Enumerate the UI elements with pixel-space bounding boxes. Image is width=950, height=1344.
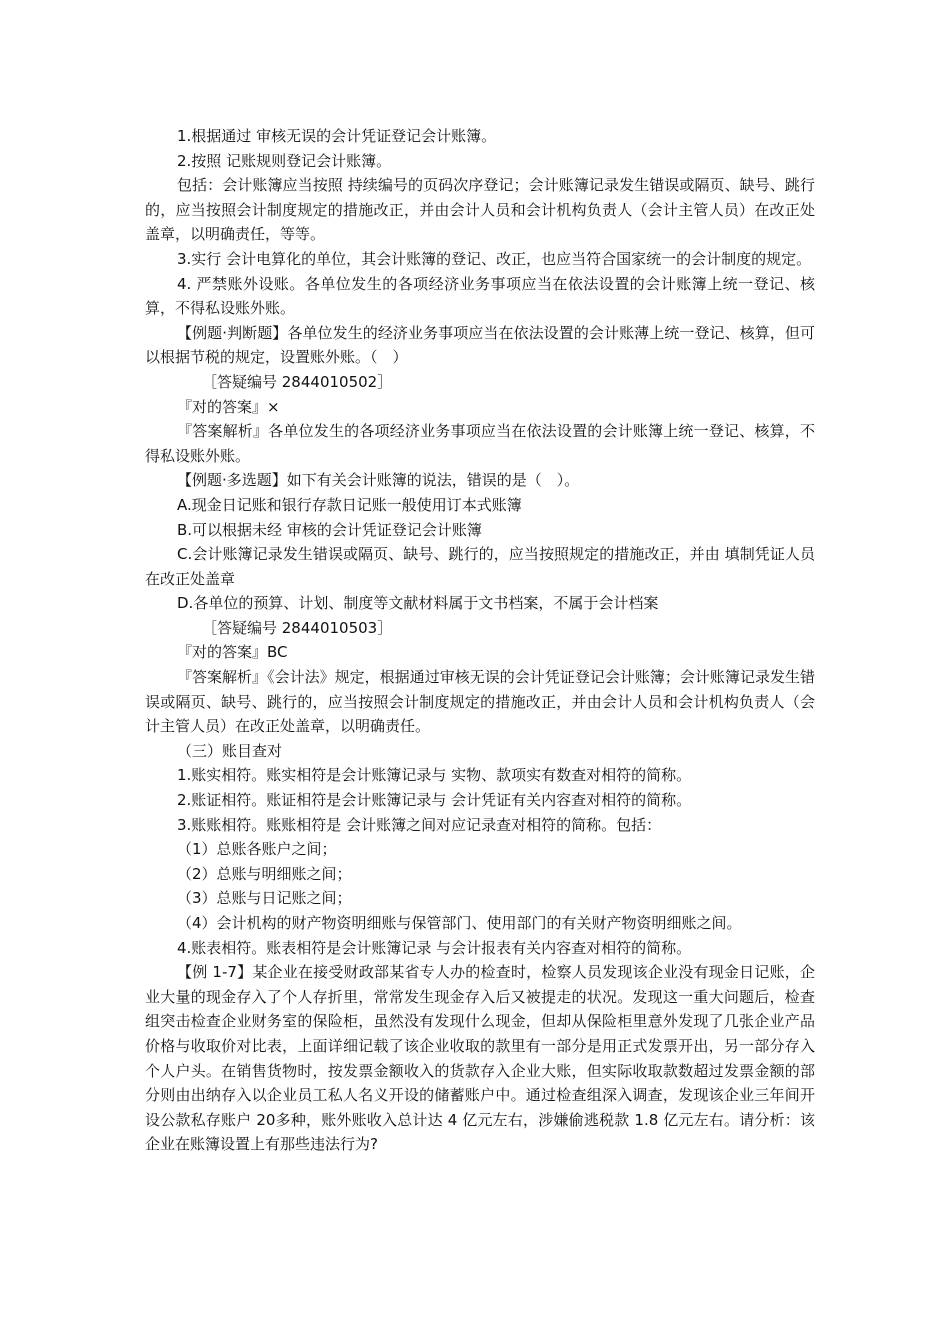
option-d: D.各单位的预算、计划、制度等文献材料属于文书档案，不属于会计档案	[177, 594, 659, 613]
section-heading-account-check: （三）账目查对	[177, 741, 283, 760]
correct-answer-2: 『对的答案』BC	[177, 643, 288, 662]
example-multiple-choice-question: 【例题·多选题】如下有关会计账簿的说法，错误的是（ ）。	[177, 471, 580, 490]
correct-answer-1: 『对的答案』×	[177, 397, 280, 416]
check-item-1: 1.账实相符。账实相符是会计账簿记录与 实物、款项实有数查对相符的简称。	[177, 766, 692, 785]
option-b: B.可以根据未经 审核的会计凭证登记会计账簿	[177, 520, 482, 539]
example-judgement-question: 【例题·判断题】各单位发生的经济业务事项应当在依法设置的会计账薄上统一登记、核算，但可以根据节税的规定，设置账外账。（ ）	[145, 323, 815, 367]
check-item-2: 2.账证相符。账证相符是会计账簿记录与 会计凭证有关内容查对相符的简称。	[177, 791, 692, 810]
query-number-1: ［答疑编号 2844010502］	[202, 372, 393, 391]
document-page	[145, 124, 815, 1157]
paragraph-1: 1.根据通过 审核无误的会计凭证登记会计账簿。	[177, 127, 497, 145]
sub-item-3: （3）总账与日记账之间；	[177, 889, 352, 908]
paragraph-2: 2.按照 记账规则登记会计账簿。	[177, 151, 392, 170]
sub-item-4: （4）会计机构的财产物资明细账与保管部门、使用部门的有关财产物资明细账之间。	[177, 914, 742, 932]
paragraph-4: 3.实行 会计电算化的单位，其会计账簿的登记、改正，也应当符合国家统一的会计制度的规定。	[177, 249, 812, 268]
option-a: A.现金日记账和银行存款日记账一般使用订本式账簿	[177, 495, 522, 514]
answer-analysis-1: 『答案解析』各单位发生的各项经济业务事项应当在依法设置的会计账簿上统一登记、核算，不得私设账外账。	[145, 422, 815, 465]
answer-analysis-2: 『答案解析』《会计法》规定，根据通过审核无误的会计凭证登记会计账簿；会计账簿记录发生错误或隔页、缺号、跳行的，应当按照会计制度规定的措施改正，并由会计人员和会计机构负责人（会计主管人员）在改正处盖章，以明确责任。	[145, 668, 815, 736]
option-c: C.会计账簿记录发生错误或隔页、缺号、跳行的，应当按照规定的措施改正，并由 填制凭证人员在改正处盖章	[145, 545, 815, 588]
check-item-3: 3.账账相符。账账相符是 会计账簿之间对应记录查对相符的简称。包括：	[177, 815, 662, 834]
query-number-2: ［答疑编号 2844010503］	[202, 618, 393, 637]
paragraph-3: 包括：会计账簿应当按照 持续编号的页码次序登记；会计账簿记录发生错误或隔页、缺号、跳行的，应当按照会计制度规定的措施改正，并由会计人员和会计机构负责人（会计主管人员）在改正处盖章，以明确责任，等等。	[145, 176, 815, 244]
sub-item-1: （1）总账各账户之间；	[177, 840, 337, 859]
paragraph-5: 4. 严禁账外设账。各单位发生的各项经济业务事项应当在依法设置的会计账簿上统一登记、核算，不得私设账外账。	[145, 274, 815, 318]
sub-item-2: （2）总账与明细账之间；	[177, 864, 352, 883]
case-example-1-7: 【例 1-7】某企业在接受财政部某省专人办的检查时，检察人员发现该企业没有现金日记账，企业大量的现金存入了个人存折里，常常发生现金存入后又被提走的状况。发现这一重大问题后，检查组突击检查企业财务室的保险柜，虽然没有发现什么现金，但却从保险柜里意外发现了几张企业产品价格与收取价对比表，上面详细记载了该企业收取的款里有一部分是用正式发票开出，另一部分存入个人户头。在销售货物时，按发票金额收入的货款存入企业大账，但实际收取款数超过发票金额的部分则由出纳存入以企业员工私人名义开设的储蓄账户中。通过检查组深入调查，发现该企业三年间开设公款私存账户 20多种，账外账收入总计达 4 亿元左右，涉嫌偷逃税款 1.8 亿元左右。请分析：该企业在账簿设置上有那些违法行为?	[145, 963, 815, 1154]
check-item-4: 4.账表相符。账表相符是会计账簿记录 与会计报表有关内容查对相符的简称。	[177, 938, 692, 957]
